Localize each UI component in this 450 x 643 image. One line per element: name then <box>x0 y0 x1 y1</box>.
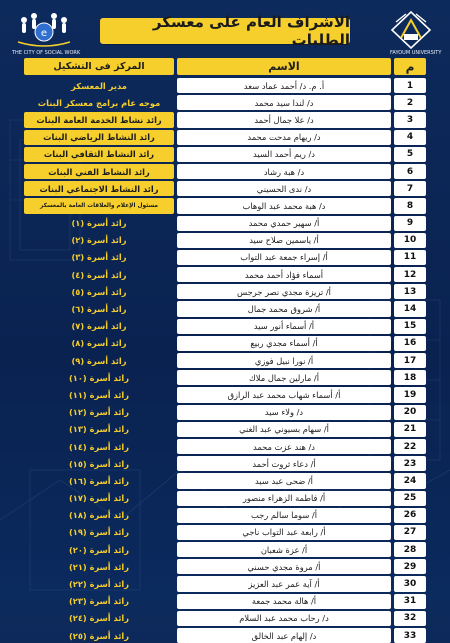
logo-left-caption: THE CITY OF SOCIAL WORK <box>12 50 81 56</box>
number-cell: 7 <box>394 181 426 196</box>
role-cell: رائد أسرة (٥) <box>71 286 127 297</box>
fayoum-university-logo <box>386 10 442 58</box>
number-cell: 13 <box>394 284 426 299</box>
table-row <box>24 181 426 196</box>
table-header-row <box>24 58 426 75</box>
table-row <box>24 164 426 179</box>
number-cell: 5 <box>394 147 426 162</box>
name-cell: أ/ عزة شعبان <box>177 542 391 557</box>
name-cell: د/ ريهام مدحت محمد <box>177 130 391 145</box>
table-row <box>24 336 426 351</box>
number-cell: 4 <box>394 130 426 145</box>
number-cell: 12 <box>394 267 426 282</box>
number-cell: 9 <box>394 216 426 231</box>
table-row <box>24 267 426 282</box>
name-cell: د/ علا جمال أحمد <box>177 112 391 127</box>
number-cell: 25 <box>394 491 426 506</box>
name-cell: أ/ هالة محمد جمعة <box>177 594 391 609</box>
header-number: م <box>394 58 426 75</box>
table-row <box>24 78 426 93</box>
table-row <box>24 422 426 437</box>
table-row <box>24 301 426 316</box>
name-cell: د/ إلهام عبد الخالق <box>177 628 391 643</box>
number-cell: 11 <box>394 250 426 265</box>
social-work-logo <box>12 10 81 58</box>
name-cell: د/ ولاء سيد <box>177 405 391 420</box>
number-cell: 6 <box>394 164 426 179</box>
name-cell: أ/ سهير حمدي محمد <box>177 216 391 231</box>
role-cell: رائد أسرة (١) <box>71 218 127 229</box>
logo-right-caption: FAYOUM UNIVERSITY <box>390 50 442 56</box>
table-row <box>24 233 426 248</box>
role-cell: موجه عام برامج معسكر البنات <box>37 97 161 108</box>
number-cell: 17 <box>394 353 426 368</box>
number-cell: 15 <box>394 319 426 334</box>
table-row <box>24 112 426 127</box>
number-cell: 16 <box>394 336 426 351</box>
table-row <box>24 628 426 643</box>
header-name: الاسم <box>177 58 391 75</box>
number-cell: 14 <box>394 301 426 316</box>
svg-text:e: e <box>40 28 48 39</box>
number-cell: 8 <box>394 198 426 213</box>
role-cell: رائد أسرة (١٤) <box>68 441 130 452</box>
name-cell: د/ ريم أحمد السيد <box>177 147 391 162</box>
role-cell: رائد أسرة (١٦) <box>68 475 130 486</box>
role-cell: رائد أسرة (٢٤) <box>68 613 130 624</box>
number-cell: 29 <box>394 559 426 574</box>
role-cell: رائد النشاط الرياضي البنات <box>24 130 174 145</box>
name-cell: أ/ نورا نبيل فوزي <box>177 353 391 368</box>
name-cell: د/ لندا سيد محمد <box>177 95 391 110</box>
role-cell: رائد نشاط الخدمة العامة البنات <box>24 112 174 127</box>
name-cell: أ/ آية عمر عبد العزيز <box>177 576 391 591</box>
table-row <box>24 405 426 420</box>
table-row <box>24 508 426 523</box>
number-cell: 30 <box>394 576 426 591</box>
role-cell: رائد أسرة (١٩) <box>68 527 130 538</box>
number-cell: 18 <box>394 370 426 385</box>
name-cell: أ/ سهام بسيوني عبد الغني <box>177 422 391 437</box>
role-cell: رائد أسرة (١٢) <box>68 407 130 418</box>
name-cell: أسماء فؤاد أحمد محمد <box>177 267 391 282</box>
number-cell: 21 <box>394 422 426 437</box>
table-row <box>24 525 426 540</box>
table-row <box>24 542 426 557</box>
role-cell: رائد أسرة (١٣) <box>68 424 130 435</box>
header <box>0 4 450 56</box>
people-globe-icon <box>12 10 76 50</box>
role-cell: رائد أسرة (٩) <box>71 355 127 366</box>
table-row <box>24 130 426 145</box>
number-cell: 33 <box>394 628 426 643</box>
role-cell: رائد أسرة (١١) <box>68 389 130 400</box>
number-cell: 22 <box>394 439 426 454</box>
role-cell: رائد أسرة (٢١) <box>68 561 130 572</box>
role-cell: رائد أسرة (١٠) <box>68 372 130 383</box>
role-cell: رائد أسرة (٣) <box>71 252 127 263</box>
table-row <box>24 370 426 385</box>
table-row <box>24 198 426 213</box>
table-row <box>24 611 426 626</box>
name-cell: أ/ فاطمة الزهراء منصور <box>177 491 391 506</box>
table-row <box>24 250 426 265</box>
role-cell: رائد أسرة (٤) <box>71 269 127 280</box>
role-cell: رائد أسرة (٢٠) <box>68 544 130 555</box>
name-cell: أ/ رابعة عبد التواب ناجي <box>177 525 391 540</box>
role-cell: رائد أسرة (٢٣) <box>68 596 130 607</box>
name-cell: أ/ دعاء ثروت أحمد <box>177 456 391 471</box>
header-role: المركز فى التشكيل <box>24 58 174 75</box>
university-emblem-icon <box>386 10 436 50</box>
table-row <box>24 491 426 506</box>
role-cell: رائد أسرة (٢٢) <box>68 579 130 590</box>
table-row <box>24 559 426 574</box>
table-row <box>24 576 426 591</box>
number-cell: 31 <box>394 594 426 609</box>
name-cell: أ/ مروة مجدي حسني <box>177 559 391 574</box>
number-cell: 23 <box>394 456 426 471</box>
number-cell: 32 <box>394 611 426 626</box>
table-row <box>24 387 426 402</box>
table-row <box>24 319 426 334</box>
table-row <box>24 216 426 231</box>
table-row <box>24 439 426 454</box>
name-cell: أ/ ياسمين صلاح سيد <box>177 233 391 248</box>
page-title: الاشراف العام على معسكر الطلبات <box>152 13 350 49</box>
name-cell: أ/ مارلين جمال ملاك <box>177 370 391 385</box>
role-cell: رائد أسرة (١٨) <box>68 510 130 521</box>
name-cell: أ/ أسماء شهاب محمد عبد الرازق <box>177 387 391 402</box>
number-cell: 26 <box>394 508 426 523</box>
name-cell: د/ ندى الحسيني <box>177 181 391 196</box>
name-cell: أ/ شروق محمد جمال <box>177 301 391 316</box>
role-cell: مسئول الإعلام والعلاقات العامة بالمعسكر <box>24 198 174 213</box>
table-row <box>24 353 426 368</box>
number-cell: 27 <box>394 525 426 540</box>
page-title-box <box>100 13 350 49</box>
table-row <box>24 95 426 110</box>
table-row <box>24 456 426 471</box>
table-row <box>24 147 426 162</box>
table-row <box>24 473 426 488</box>
role-cell: رائد أسرة (٢) <box>71 235 127 246</box>
role-cell: رائد النشاط الفني البنات <box>24 164 174 179</box>
number-cell: 10 <box>394 233 426 248</box>
name-cell: أ/ إسراء جمعة عبد التواب <box>177 250 391 265</box>
number-cell: 3 <box>394 112 426 127</box>
table-row <box>24 594 426 609</box>
table-row <box>24 284 426 299</box>
name-cell: د/ رحاب محمد عبد السلام <box>177 611 391 626</box>
number-cell: 28 <box>394 542 426 557</box>
role-cell: مدير المعسكر <box>71 80 127 91</box>
role-cell: رائد أسرة (٦) <box>71 304 127 315</box>
name-cell: أ/ سوما سالم رجب <box>177 508 391 523</box>
number-cell: 19 <box>394 387 426 402</box>
name-cell: أ/ أسماء أنور سيد <box>177 319 391 334</box>
number-cell: 1 <box>394 78 426 93</box>
name-cell: د/ هند عزت محمد <box>177 439 391 454</box>
role-cell: رائد أسرة (١٧) <box>68 493 130 504</box>
name-cell: د/ هبة محمد عبد الوهاب <box>177 198 391 213</box>
name-cell: د/ هبة رشاد <box>177 164 391 179</box>
role-cell: رائد النشاط الاجتماعي البنات <box>24 181 174 196</box>
role-cell: رائد أسرة (٨) <box>71 338 127 349</box>
role-cell: رائد أسرة (٧) <box>71 321 127 332</box>
name-cell: أ/ أسماء مجدي ربيع <box>177 336 391 351</box>
number-cell: 24 <box>394 473 426 488</box>
name-cell: أ. م. د/ أحمد عماد سعد <box>177 78 391 93</box>
staff-table <box>24 58 426 643</box>
name-cell: أ/ تريزة مجدي نصر جرجس <box>177 284 391 299</box>
role-cell: رائد أسرة (١٥) <box>68 458 130 469</box>
number-cell: 2 <box>394 95 426 110</box>
role-cell: رائد النشاط الثقافي البنات <box>24 147 174 162</box>
role-cell: رائد أسرة (٢٥) <box>68 630 130 641</box>
number-cell: 20 <box>394 405 426 420</box>
name-cell: أ/ ضحى عبد سيد <box>177 473 391 488</box>
